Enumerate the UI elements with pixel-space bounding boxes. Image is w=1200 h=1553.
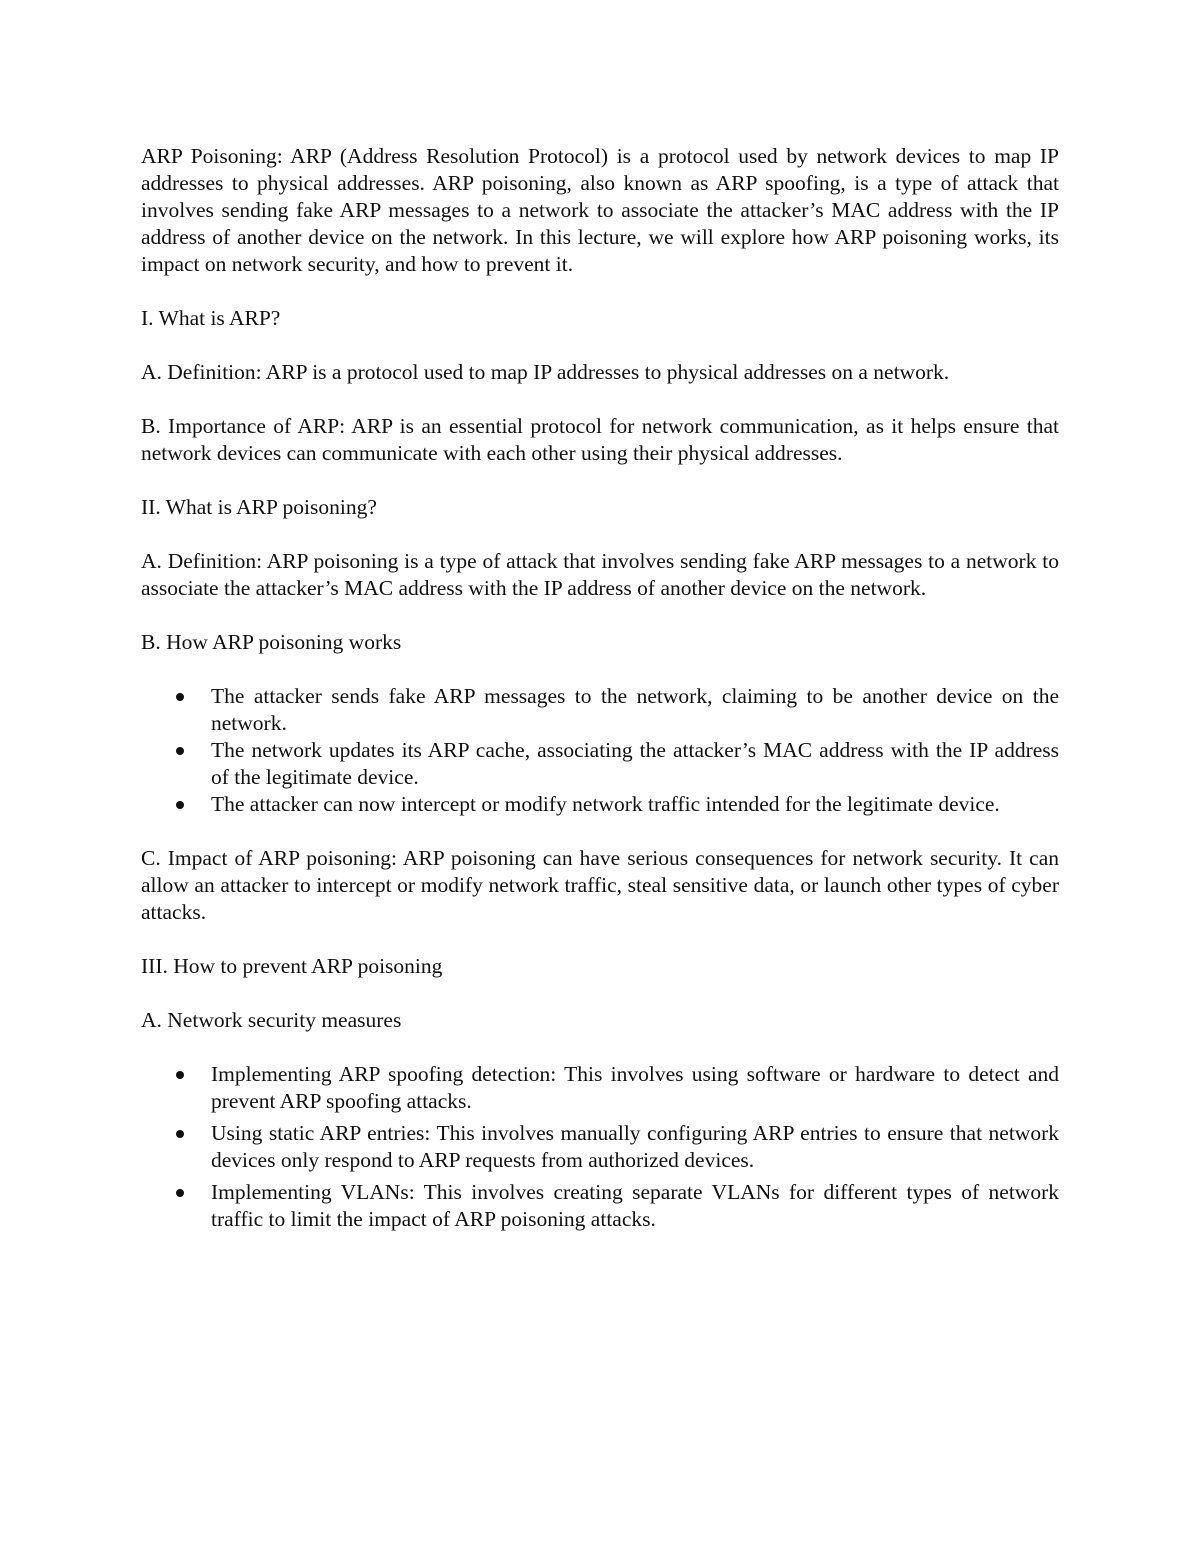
list-item: [211, 737, 1059, 791]
section-3-measures-heading: A. Network security measures: [141, 1008, 402, 1032]
bullet-icon: [176, 693, 184, 701]
section-2-definition: A. Definition: ARP poisoning is a type of attack that involves sending fake ARP messages to a network to associate the attacker’s MAC address with the IP address of another device on the network.: [141, 549, 1059, 600]
section-3-heading: III. How to prevent ARP poisoning: [141, 954, 443, 978]
list-item: [211, 683, 1059, 737]
list-item-text: The attacker can now intercept or modify network traffic intended for the legitimate device.: [211, 792, 1000, 816]
section-2-how-it-works-heading: B. How ARP poisoning works: [141, 630, 402, 654]
how-it-works-list: [141, 683, 1059, 818]
section-1-definition: A. Definition: ARP is a protocol used to map IP addresses to physical addresses on a network.: [141, 360, 950, 384]
document-page: [141, 143, 1059, 1260]
list-item: [211, 1179, 1059, 1233]
list-item: [211, 1061, 1059, 1115]
list-item-text: Implementing VLANs: This involves creating separate VLANs for different types of network traffic to limit the impact of ARP poisoning attacks.: [211, 1180, 1059, 1231]
list-item-text: The network updates its ARP cache, associating the attacker’s MAC address with the IP address of the legitimate device.: [211, 738, 1059, 789]
section-1-importance: B. Importance of ARP: ARP is an essential protocol for network communication, as it helps ensure that network devices can communicate with each other using their physical addresses.: [141, 414, 1059, 465]
section-1-heading: I. What is ARP?: [141, 306, 281, 330]
bullet-icon: [176, 1071, 184, 1079]
section-2-impact: C. Impact of ARP poisoning: ARP poisoning can have serious consequences for network security. It can allow an attacker to intercept or modify network traffic, steal sensitive data, or launch other types of cyber attacks.: [141, 846, 1059, 924]
intro-paragraph: ARP Poisoning: ARP (Address Resolution Protocol) is a protocol used by network devices to map IP addresses to physical addresses. ARP poisoning, also known as ARP spoofing, is a type of attack that involves sending fake ARP messages to a network to associate the attacker’s MAC address with the IP address of another device on the network. In this lecture, we will explore how ARP poisoning works, its impact on network security, and how to prevent it.: [141, 144, 1059, 276]
bullet-icon: [176, 1189, 184, 1197]
list-item-text: Using static ARP entries: This involves manually configuring ARP entries to ensure that network devices only respond to ARP requests from authorized devices.: [211, 1121, 1059, 1172]
bullet-icon: [176, 1130, 184, 1138]
list-item: [211, 1120, 1059, 1174]
list-item: [211, 791, 1059, 818]
bullet-icon: [176, 801, 184, 809]
bullet-icon: [176, 747, 184, 755]
prevention-measures-list: [141, 1061, 1059, 1233]
list-item-text: Implementing ARP spoofing detection: This involves using software or hardware to detect and prevent ARP spoofing attacks.: [211, 1062, 1059, 1113]
list-item-text: The attacker sends fake ARP messages to the network, claiming to be another device on the network.: [211, 684, 1059, 735]
section-2-heading: II. What is ARP poisoning?: [141, 495, 377, 519]
